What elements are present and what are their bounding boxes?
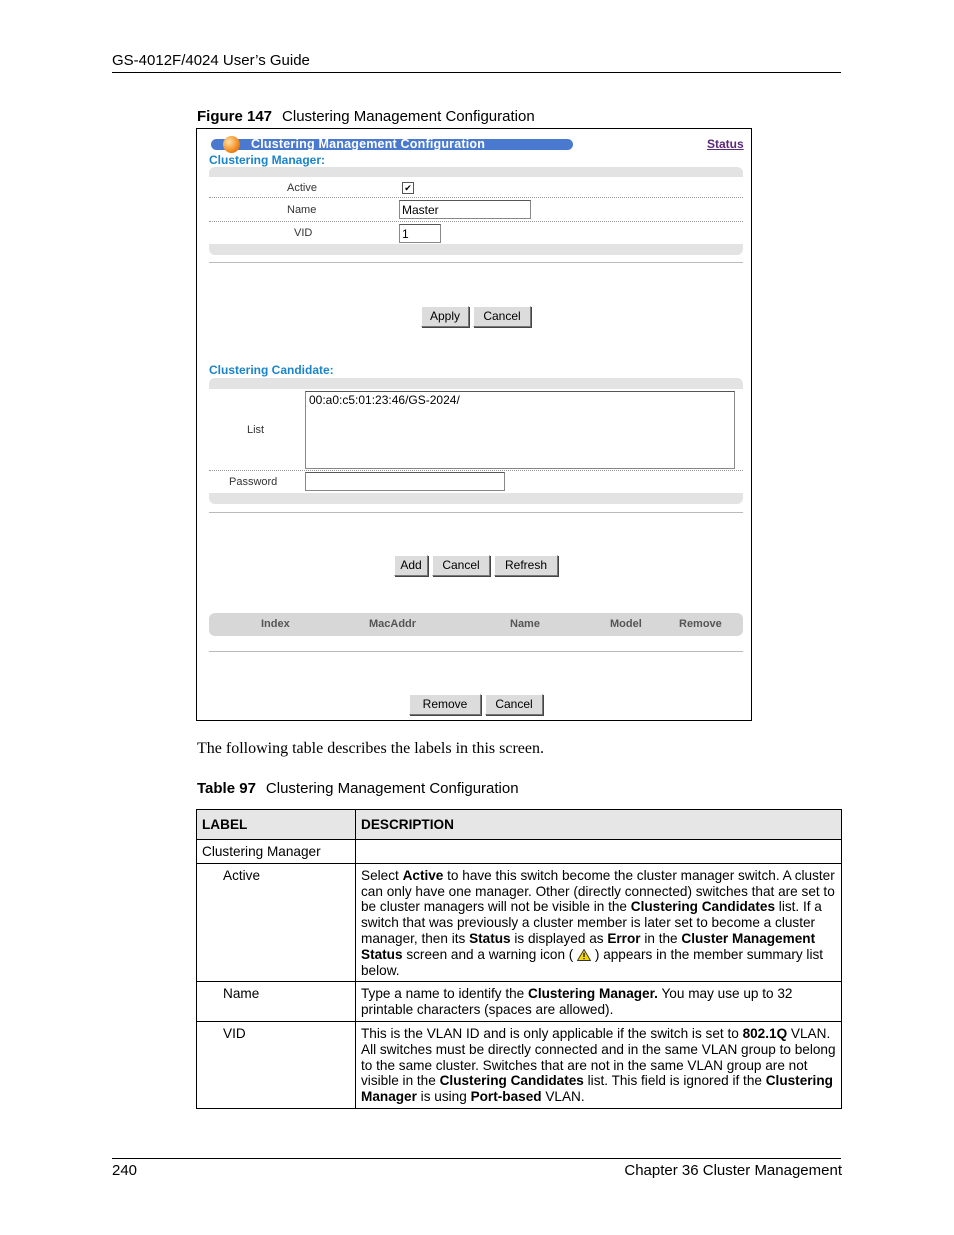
desc-bold: Active (402, 867, 444, 883)
table-caption (197, 780, 519, 797)
section-separator (209, 262, 743, 263)
col-index: Index (261, 618, 290, 630)
figure-label: Figure 147 (197, 108, 273, 125)
status-link[interactable]: Status (707, 137, 744, 151)
desc-bold: Clustering Manager (361, 1073, 833, 1105)
warning-icon (577, 949, 591, 961)
desc-bold: Cluster Management Status (361, 930, 816, 962)
intro-paragraph: The following table describes the labels in this screen. (197, 740, 545, 757)
table-title: Clustering Management Configuration (265, 780, 519, 797)
desc-text: Select (361, 867, 403, 883)
clustering-candidate-heading: Clustering Candidate: (209, 363, 334, 377)
candidate-cancel-button[interactable]: Cancel (432, 555, 490, 576)
members-cancel-button[interactable]: Cancel (485, 694, 543, 715)
active-checkbox[interactable]: ✔ (402, 182, 414, 194)
desc-bold: Port-based (470, 1089, 542, 1105)
screen-title-bar (211, 139, 573, 150)
description-column-header: DESCRIPTION (356, 810, 842, 840)
desc-bold: Clustering Candidates (630, 899, 776, 915)
description-table (196, 809, 842, 1109)
running-header: GS-4012F/4024 User’s Guide (112, 52, 310, 69)
desc-text: VLAN. All switches must be directly connected and in the same VLAN group to belong to the same cluster. Switches that are not in the same VLAN group are not visible in the (361, 1025, 836, 1089)
table-label: Table 97 (197, 780, 256, 797)
col-macaddr: MacAddr (369, 618, 417, 630)
candidate-list[interactable] (305, 391, 735, 469)
screenshot-frame (196, 128, 752, 721)
refresh-button[interactable]: Refresh (494, 555, 558, 576)
active-label: Active (287, 182, 317, 194)
row-description (356, 1021, 842, 1108)
footer-rule (112, 1158, 841, 1159)
desc-text: list. This field is ignored if the (583, 1073, 766, 1089)
screen-title: Clustering Management Configuration (251, 137, 486, 151)
desc-bold: Error (607, 930, 641, 946)
apply-button[interactable]: Apply (421, 306, 469, 327)
desc-bold: 802.1Q (742, 1025, 788, 1041)
row-divider (209, 221, 743, 222)
desc-text: to have this switch become the cluster manager switch. A cluster can only have one manager. Other (directly connected) switches that are set to be cluster managers will not be visible in the (361, 867, 835, 915)
row-label: Active (197, 863, 356, 982)
row-divider (209, 197, 743, 198)
manager-cancel-button[interactable]: Cancel (473, 306, 531, 327)
row-label: Name (197, 982, 356, 1022)
name-label: Name (287, 204, 317, 216)
desc-bold: Clustering Manager. (528, 986, 658, 1002)
clustering-manager-heading: Clustering Manager: (209, 153, 326, 167)
desc-text: screen and a warning icon ( (402, 946, 578, 962)
header-rule (112, 72, 841, 73)
col-name: Name (510, 618, 540, 630)
desc-text: This is the VLAN ID and is only applicable if the switch is set to (361, 1025, 743, 1041)
desc-text: is using (416, 1089, 471, 1105)
table-row (197, 863, 842, 982)
desc-text: ) appears in the member summary list below. (361, 946, 824, 978)
row-description (356, 863, 842, 982)
table-row (197, 982, 842, 1022)
desc-bold: Status (469, 930, 511, 946)
password-label: Password (229, 476, 278, 488)
label-column-header: LABEL (197, 810, 356, 840)
section-separator (209, 512, 743, 513)
row-description (356, 982, 842, 1022)
title-orb-icon (223, 136, 240, 153)
page-number: 240 (112, 1162, 138, 1179)
desc-text: Type a name to identify the (361, 986, 529, 1002)
vid-input[interactable] (399, 224, 441, 243)
row-divider (209, 470, 743, 471)
desc-bold: Clustering Candidates (439, 1073, 584, 1089)
col-remove: Remove (679, 618, 722, 630)
remove-button[interactable]: Remove (409, 694, 481, 715)
table-row (197, 840, 842, 864)
desc-text: list. If a switch that was previously a cluster member is later set to become a cluster manager, then its (361, 899, 822, 946)
col-model: Model (610, 618, 642, 630)
vid-label: VID (294, 227, 313, 239)
candidate-list-item[interactable]: 00:a0:c5:01:23:46/GS-2024/ (309, 393, 460, 407)
list-label: List (247, 424, 265, 436)
figure-caption (197, 108, 535, 125)
desc-text: You may use up to 32 printable characters (spaces are allowed). (361, 986, 793, 1018)
row-label: VID (197, 1021, 356, 1108)
password-input[interactable] (305, 472, 505, 491)
add-button[interactable]: Add (394, 555, 428, 576)
name-input[interactable] (399, 200, 531, 219)
table-row (197, 1021, 842, 1108)
desc-text: in the (640, 930, 682, 946)
row-label: Clustering Manager (197, 840, 356, 864)
figure-title: Clustering Management Configuration (282, 108, 535, 125)
row-description (356, 840, 842, 864)
desc-text: VLAN. (541, 1089, 585, 1105)
section-separator (209, 651, 743, 652)
chapter-title: Chapter 36 Cluster Management (624, 1162, 842, 1179)
table-header-row (197, 810, 842, 840)
desc-text: is displayed as (510, 930, 608, 946)
member-table-header (209, 613, 743, 636)
